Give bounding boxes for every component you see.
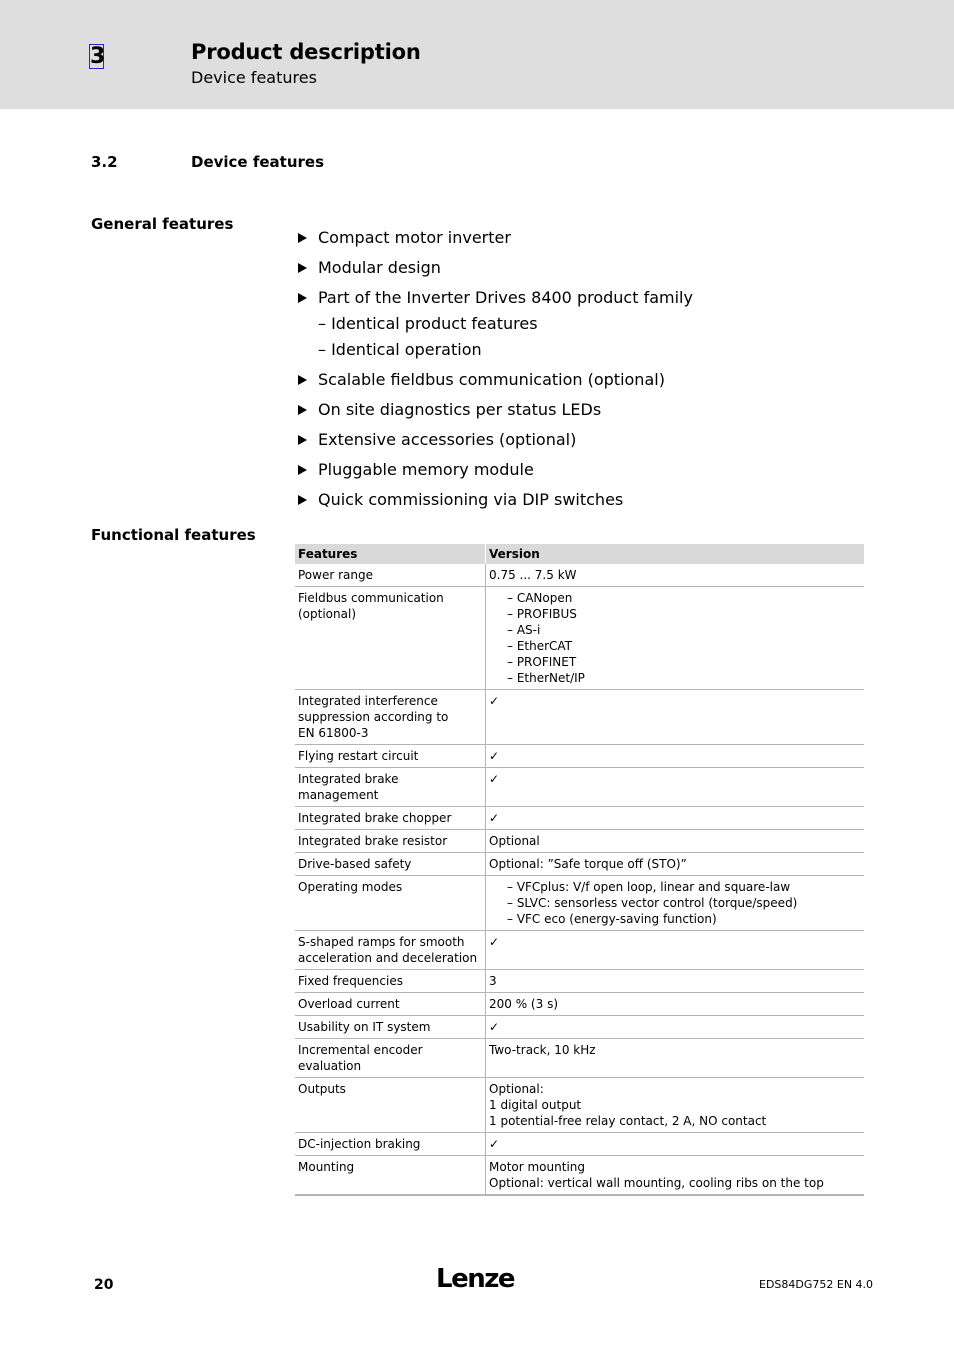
version-cell bbox=[486, 1016, 865, 1039]
feature-cell bbox=[295, 1078, 486, 1133]
table-row bbox=[295, 830, 864, 853]
version-text: Optional: vertical wall mounting, cooling ribs on the top bbox=[489, 1176, 824, 1190]
bullet-triangle-icon bbox=[298, 405, 307, 415]
feature-text: Fieldbus communication bbox=[298, 591, 444, 605]
feature-cell bbox=[295, 587, 486, 690]
feature-text: Integrated brake resistor bbox=[298, 834, 448, 848]
version-text: 1 potential-free relay contact, 2 A, NO contact bbox=[489, 1114, 767, 1128]
lenze-logo: Lenze bbox=[436, 1264, 514, 1294]
version-cell bbox=[486, 993, 865, 1016]
table-row bbox=[295, 970, 864, 993]
version-cell bbox=[486, 1133, 865, 1156]
list-item-text: Pluggable memory module bbox=[318, 460, 534, 479]
version-text: – PROFINET bbox=[507, 655, 577, 669]
general-features-heading: General features bbox=[91, 215, 234, 233]
page-number: 20 bbox=[94, 1277, 114, 1293]
version-text: – EtherNet/IP bbox=[507, 671, 585, 685]
version-cell bbox=[486, 807, 865, 830]
version-cell bbox=[486, 745, 865, 768]
header-subtitle: Device features bbox=[191, 68, 317, 87]
version-cell bbox=[486, 931, 865, 970]
list-item-text: Scalable fieldbus communication (optional) bbox=[318, 370, 665, 389]
feature-text: evaluation bbox=[298, 1059, 362, 1073]
feature-cell bbox=[295, 1156, 486, 1196]
list-item-text: On site diagnostics per status LEDs bbox=[318, 400, 602, 419]
table-row bbox=[295, 876, 864, 931]
feature-text: EN 61800-3 bbox=[298, 726, 369, 740]
list-item bbox=[298, 460, 858, 490]
version-text: – CANopen bbox=[507, 591, 573, 605]
feature-text: acceleration and deceleration bbox=[298, 951, 478, 965]
feature-cell bbox=[295, 1016, 486, 1039]
version-text: 1 digital output bbox=[489, 1098, 582, 1112]
version-cell bbox=[486, 564, 865, 587]
feature-cell bbox=[295, 768, 486, 807]
bullet-triangle-icon bbox=[298, 233, 307, 243]
version-cell bbox=[486, 830, 865, 853]
list-item bbox=[298, 490, 858, 520]
version-cell bbox=[486, 587, 865, 690]
list-item bbox=[298, 258, 858, 288]
list-item bbox=[298, 288, 858, 370]
version-text: – PROFIBUS bbox=[507, 607, 577, 621]
version-text: Optional bbox=[489, 834, 540, 848]
bullet-triangle-icon bbox=[298, 495, 307, 505]
version-text: – SLVC: sensorless vector control (torque/speed) bbox=[507, 896, 798, 910]
list-item bbox=[298, 370, 858, 400]
bullet-triangle-icon bbox=[298, 465, 307, 475]
feature-cell bbox=[295, 745, 486, 768]
feature-text: (optional) bbox=[298, 607, 356, 621]
feature-text: Fixed frequencies bbox=[298, 974, 403, 988]
table-row bbox=[295, 1078, 864, 1133]
version-cell bbox=[486, 690, 865, 745]
bullet-triangle-icon bbox=[298, 263, 307, 273]
feature-cell bbox=[295, 1039, 486, 1078]
table-row bbox=[295, 1039, 864, 1078]
version-text: 0.75 ... 7.5 kW bbox=[489, 568, 577, 582]
feature-text: Operating modes bbox=[298, 880, 403, 894]
version-cell bbox=[486, 876, 865, 931]
bullet-triangle-icon bbox=[298, 435, 307, 445]
list-subitem: – Identical operation bbox=[318, 340, 482, 359]
list-item-text: Modular design bbox=[318, 258, 441, 277]
feature-text: Mounting bbox=[298, 1160, 355, 1174]
list-subitem: – Identical product features bbox=[318, 314, 538, 333]
chapter-number-link[interactable]: 3 bbox=[90, 44, 106, 69]
version-cell bbox=[486, 970, 865, 993]
list-item-text: Quick commissioning via DIP switches bbox=[318, 490, 624, 509]
section-title: Device features bbox=[191, 153, 325, 171]
feature-text: Overload current bbox=[298, 997, 400, 1011]
version-cell bbox=[486, 768, 865, 807]
bullet-triangle-icon bbox=[298, 293, 307, 303]
version-cell bbox=[486, 1039, 865, 1078]
column-header-version: Version bbox=[486, 544, 865, 564]
version-text: Two-track, 10 kHz bbox=[489, 1043, 596, 1057]
feature-cell bbox=[295, 970, 486, 993]
table-row bbox=[295, 853, 864, 876]
feature-cell bbox=[295, 807, 486, 830]
feature-text: suppression according to bbox=[298, 710, 449, 724]
version-cell bbox=[486, 1156, 865, 1196]
feature-text: Integrated brake management bbox=[298, 772, 399, 802]
check-mark-icon: ✓ bbox=[489, 1137, 500, 1151]
check-mark-icon: ✓ bbox=[489, 1020, 500, 1034]
feature-cell bbox=[295, 1133, 486, 1156]
table-row bbox=[295, 768, 864, 807]
table-row bbox=[295, 931, 864, 970]
version-cell bbox=[486, 853, 865, 876]
feature-text: Integrated brake chopper bbox=[298, 811, 452, 825]
table-row bbox=[295, 564, 864, 587]
feature-text: Incremental encoder bbox=[298, 1043, 423, 1057]
list-item bbox=[298, 400, 858, 430]
check-mark-icon: ✓ bbox=[489, 694, 500, 708]
table-row bbox=[295, 1016, 864, 1039]
table-row bbox=[295, 1156, 864, 1196]
feature-cell bbox=[295, 993, 486, 1016]
table-row bbox=[295, 690, 864, 745]
column-header-features: Features bbox=[295, 544, 486, 564]
feature-text: Usability on IT system bbox=[298, 1020, 431, 1034]
feature-cell bbox=[295, 853, 486, 876]
section-number: 3.2 bbox=[91, 153, 118, 171]
table-row bbox=[295, 993, 864, 1016]
feature-cell bbox=[295, 564, 486, 587]
bullet-triangle-icon bbox=[298, 375, 307, 385]
check-mark-icon: ✓ bbox=[489, 772, 500, 786]
table-row bbox=[295, 745, 864, 768]
feature-text: Drive-based safety bbox=[298, 857, 412, 871]
list-item bbox=[298, 228, 858, 258]
version-text: Motor mounting bbox=[489, 1160, 585, 1174]
feature-cell bbox=[295, 830, 486, 853]
table-row bbox=[295, 587, 864, 690]
version-cell bbox=[486, 1078, 865, 1133]
functional-features-table bbox=[295, 544, 864, 1196]
version-text: – EtherCAT bbox=[507, 639, 573, 653]
version-text: Optional: bbox=[489, 1082, 544, 1096]
list-item bbox=[298, 430, 858, 460]
check-mark-icon: ✓ bbox=[489, 749, 500, 763]
list-item-text: Extensive accessories (optional) bbox=[318, 430, 577, 449]
version-text: – VFC eco (energy-saving function) bbox=[507, 912, 717, 926]
check-mark-icon: ✓ bbox=[489, 811, 500, 825]
list-item-text: Compact motor inverter bbox=[318, 228, 511, 247]
header-title: Product description bbox=[191, 40, 421, 64]
general-features-list bbox=[298, 228, 858, 520]
feature-text: DC-injection braking bbox=[298, 1137, 421, 1151]
feature-cell bbox=[295, 690, 486, 745]
feature-text: Outputs bbox=[298, 1082, 346, 1096]
version-text: 3 bbox=[489, 974, 497, 988]
list-item-text: Part of the Inverter Drives 8400 product family bbox=[318, 288, 693, 307]
feature-cell bbox=[295, 931, 486, 970]
version-text: 200 % (3 s) bbox=[489, 997, 558, 1011]
version-text: – AS-i bbox=[507, 623, 541, 637]
feature-text: S-shaped ramps for smooth bbox=[298, 935, 465, 949]
feature-cell bbox=[295, 876, 486, 931]
functional-features-heading: Functional features bbox=[91, 526, 256, 544]
feature-text: Flying restart circuit bbox=[298, 749, 419, 763]
table-row bbox=[295, 807, 864, 830]
version-text: – VFCplus: V/f open loop, linear and square-law bbox=[507, 880, 791, 894]
page-header bbox=[0, 0, 954, 109]
feature-text: Power range bbox=[298, 568, 373, 582]
table-row bbox=[295, 1133, 864, 1156]
document-id: EDS84DG752 EN 4.0 bbox=[759, 1278, 874, 1291]
table-header-row bbox=[295, 544, 864, 564]
check-mark-icon: ✓ bbox=[489, 935, 500, 949]
version-text: Optional: ”Safe torque off (STO)” bbox=[489, 857, 687, 871]
feature-text: Integrated interference bbox=[298, 694, 438, 708]
